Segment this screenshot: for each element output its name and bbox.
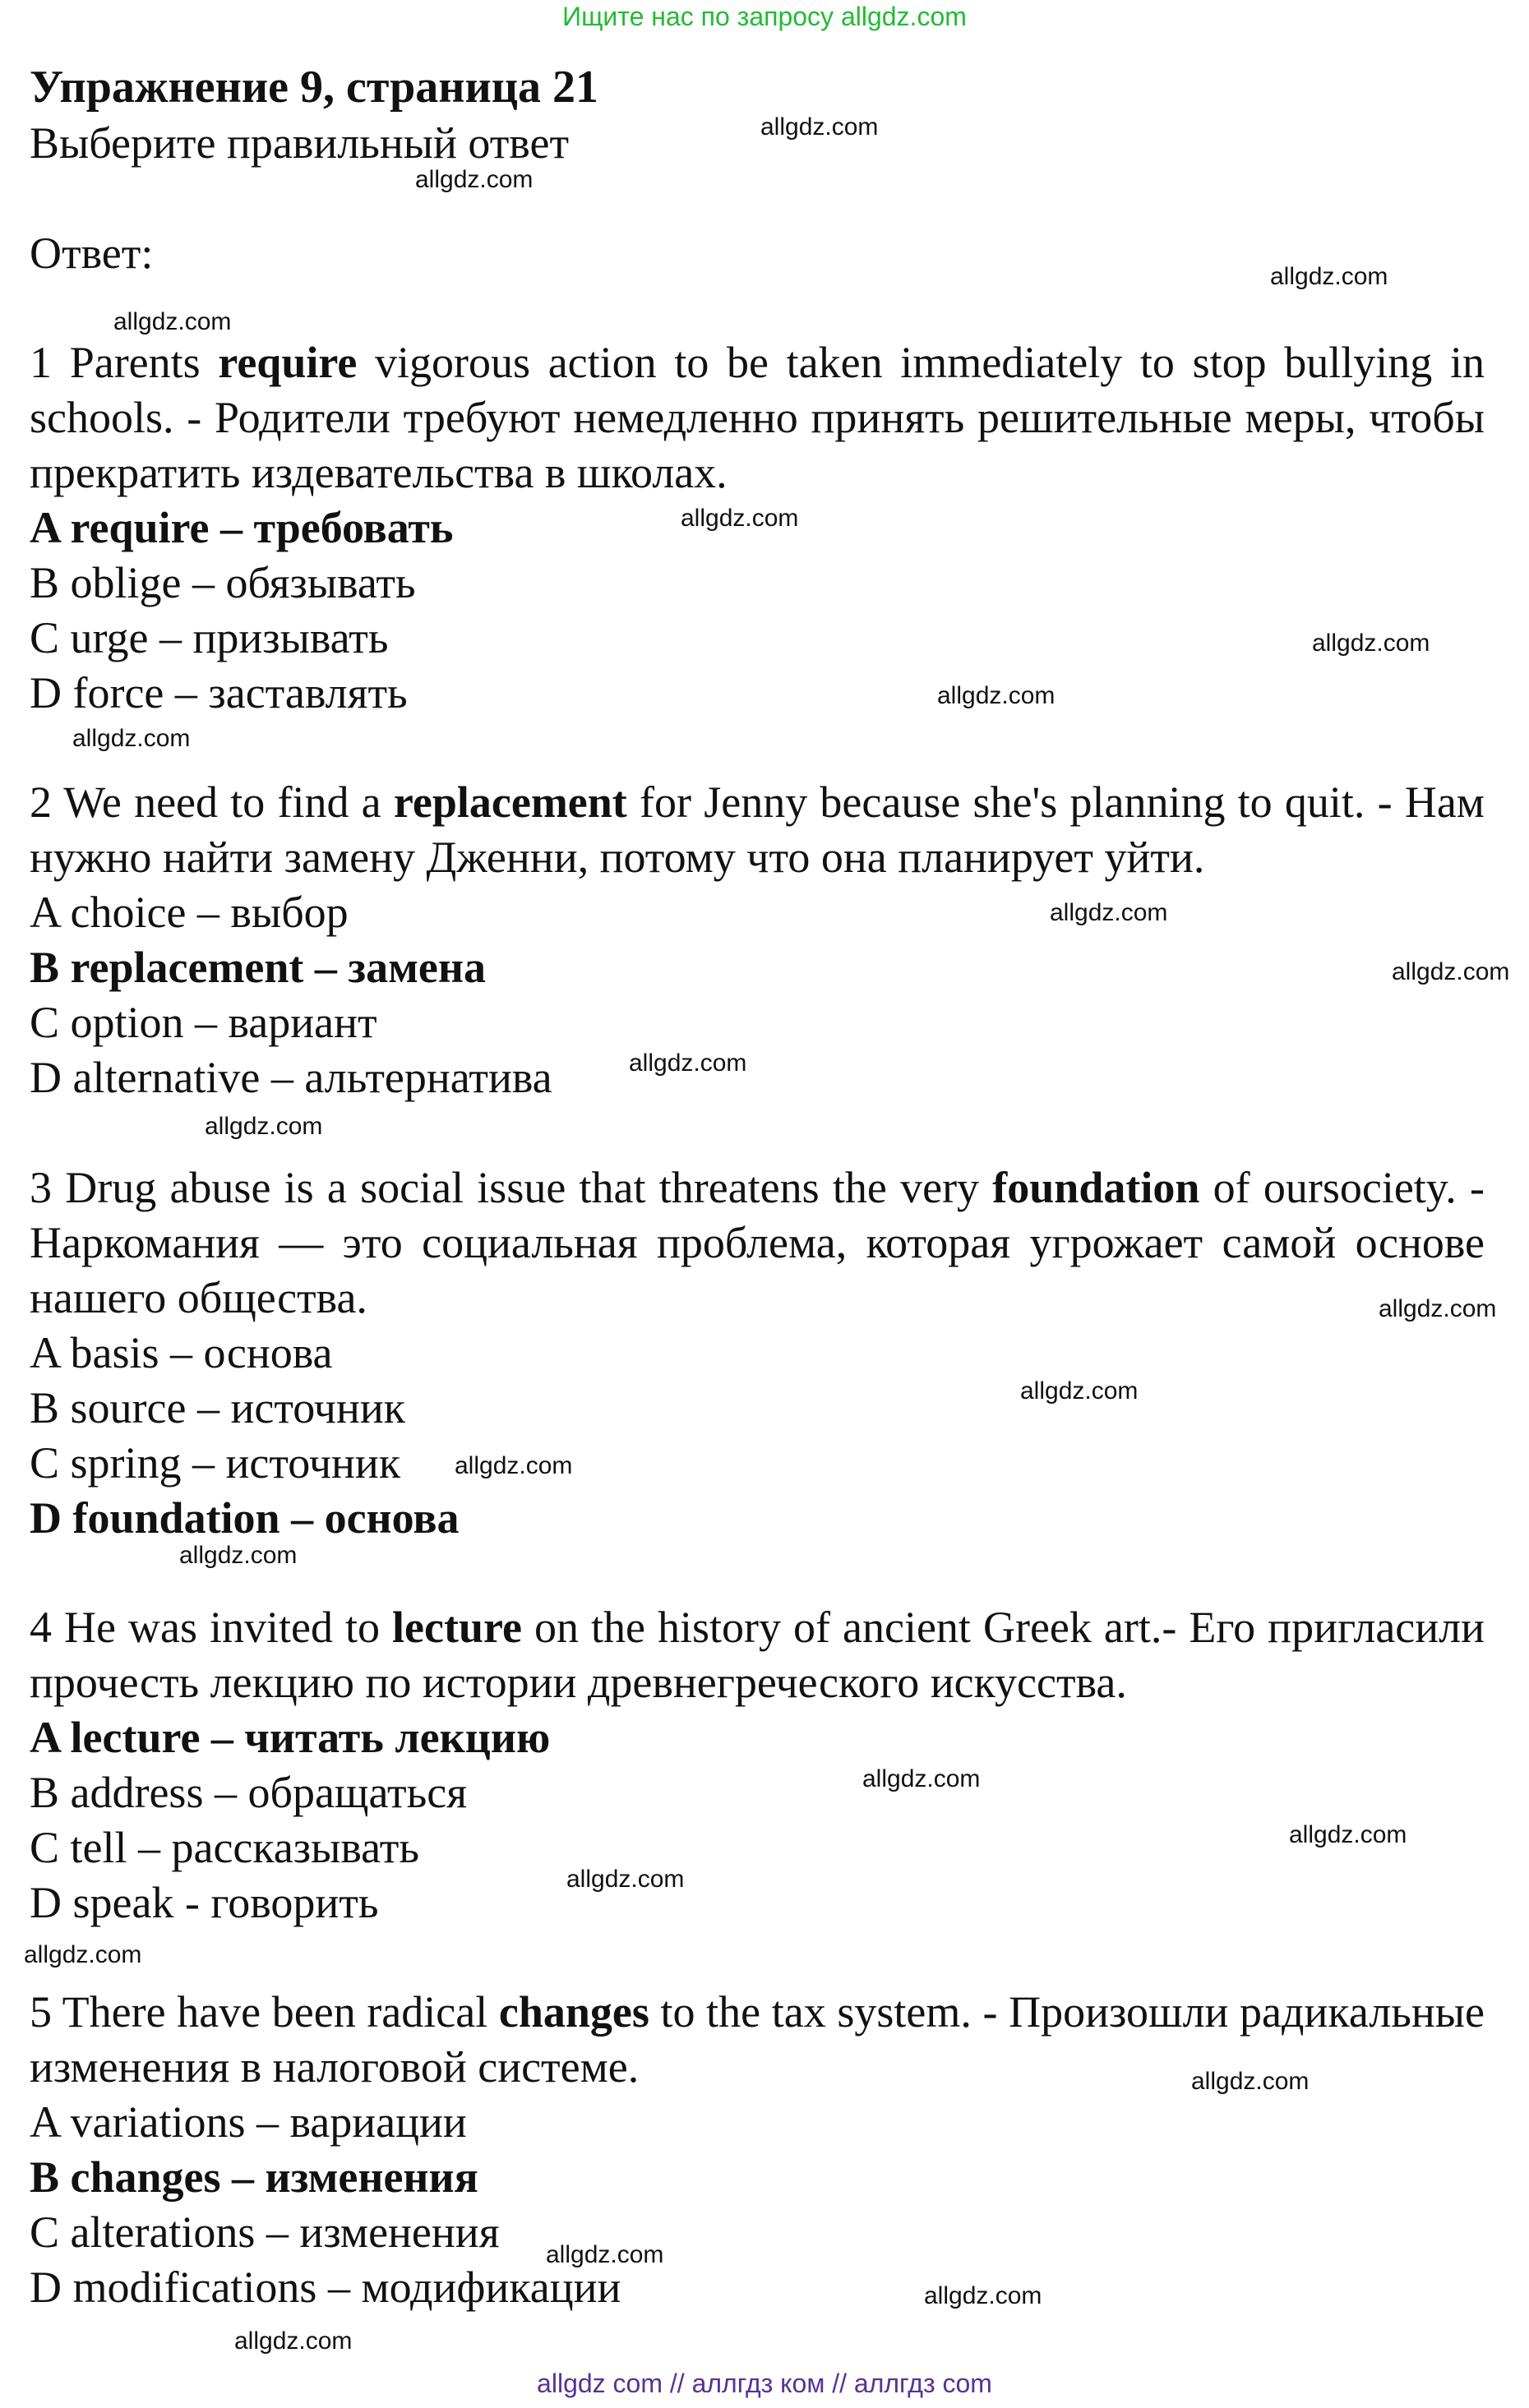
option-d: D alternative – альтернатива [30,1053,552,1102]
watermark: allgdz.com [1050,899,1168,926]
question-2 [30,775,1485,1105]
watermark: allgdz.com [415,166,534,193]
watermark: allgdz.com [1191,2068,1310,2095]
option-a: A choice – выбор [30,888,349,937]
question-text [30,335,1485,501]
watermark: allgdz.com [234,2327,353,2355]
option-d: D force – заставлять [30,668,408,717]
watermark: allgdz.com [546,2241,664,2268]
option-c: C alterations – изменения [30,2207,500,2257]
question-text-before: Parents [69,338,219,387]
question-text-before: We need to find a [63,777,394,827]
question-keyword: replacement [393,777,627,827]
option-c: C spring – источник [30,1438,401,1488]
watermark: allgdz.com [937,682,1056,709]
top-banner: Ищите нас по запросу allgdz.com [562,2,967,31]
option-a: A variations – вариации [30,2097,467,2147]
watermark: allgdz.com [760,113,879,141]
question-text-after: on the history of ancient Greek art.- Его пригласили прочесть лекцию по истории древнегреческого искусства. [30,1603,1485,1707]
watermark: allgdz.com [1379,1295,1497,1322]
option-c: C urge – призывать [30,613,389,662]
watermark: allgdz.com [205,1113,323,1140]
question-number: 3 [30,1163,52,1212]
option-b: B oblige – обязывать [30,558,416,607]
question-number: 1 [30,338,52,387]
option-c: C tell – рассказывать [30,1823,419,1872]
option-b: B source – источник [30,1383,405,1432]
watermark: allgdz.com [455,1452,573,1479]
question-text-after: vigorous action to be taken immediately to stop bullying in schools. - Родители требуют немедленно принять решительные меры, чтобы прекратить издевательства в школах. [30,338,1485,497]
watermark: allgdz.com [1270,263,1388,290]
watermark: allgdz.com [1312,630,1430,657]
option-a: A lecture – читать лекцию [30,1713,551,1762]
question-text-before: Drug abuse is a social issue that threatens the very [65,1163,993,1212]
option-d: D foundation – основа [30,1493,460,1543]
watermark: allgdz.com [1020,1377,1139,1405]
watermark: allgdz.com [1392,958,1510,985]
option-d: D speak - говорить [30,1878,379,1927]
watermark: allgdz.com [924,2282,1042,2309]
option-b: B address – обращаться [30,1768,468,1817]
option-c: C option – вариант [30,998,377,1047]
watermark: allgdz.com [72,725,191,752]
answer-label: Ответ: [30,228,154,278]
question-text-before: He was invited to [64,1603,393,1652]
watermark: allgdz.com [1289,1821,1407,1848]
question-text [30,775,1485,885]
question-text-after: to the tax system. - Произошли радикальные изменения в налоговой системе. [30,1987,1485,2092]
option-a: A basis – основа [30,1328,333,1377]
question-text [30,1600,1485,1710]
option-a: A require – требовать [30,503,454,552]
question-number: 4 [30,1603,52,1652]
question-text-before: There have been radical [62,1987,499,2037]
question-text-after: for Jenny because she's planning to quit. - Нам нужно найти замену Дженни, потому что она планирует уйти. [30,777,1485,882]
question-keyword: require [218,338,358,387]
question-keyword: foundation [992,1163,1200,1212]
question-text-after: of oursociety. - Наркомания — это социальная проблема, которая угрожает самой основе нашего общества. [30,1163,1485,1322]
question-number: 2 [30,777,52,827]
option-d: D modifications – модификации [30,2263,621,2312]
option-b: B replacement – замена [30,943,486,992]
question-number: 5 [30,1987,52,2037]
watermark: allgdz.com [24,1941,142,1968]
question-text [30,1160,1485,1326]
watermark: allgdz.com [113,308,232,335]
page-title: Упражнение 9, страница 21 [30,62,599,113]
footer-links: allgdz com // аллгдз ком // аллгдз com [537,2369,992,2398]
question-keyword: lecture [392,1603,522,1652]
watermark: allgdz.com [629,1049,747,1077]
question-keyword: changes [498,1987,649,2037]
watermark: allgdz.com [681,505,799,532]
exercise-instruction: Выберите правильный ответ [30,118,570,168]
watermark: allgdz.com [566,1866,685,1893]
question-4 [30,1600,1485,1931]
question-3 [30,1160,1485,1546]
watermark: allgdz.com [179,1542,298,1569]
option-b: B changes – изменения [30,2152,478,2202]
watermark: allgdz.com [862,1765,981,1792]
question-5 [30,1985,1485,2315]
